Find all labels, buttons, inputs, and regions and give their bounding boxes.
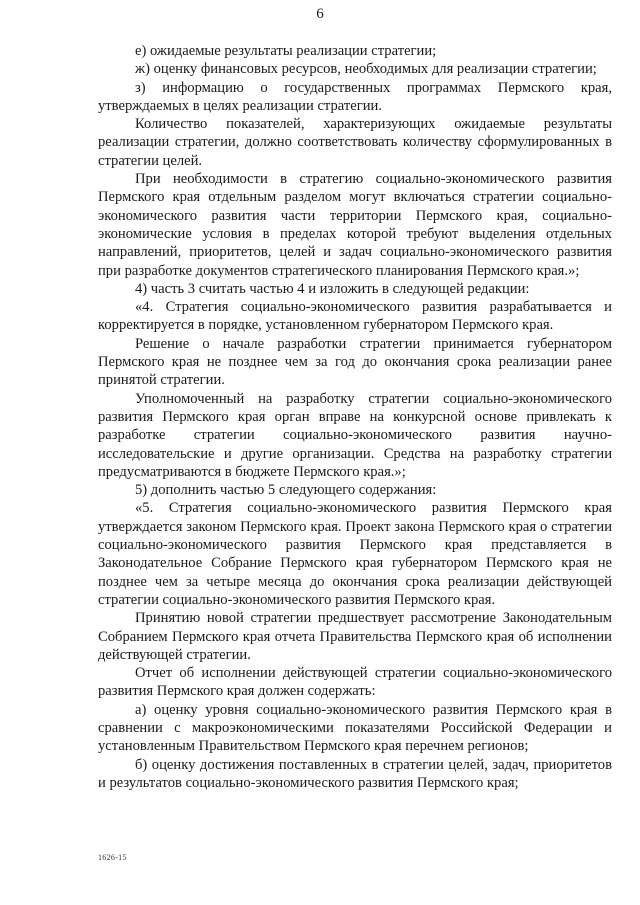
document-code: 1626-15 [98,853,127,862]
paragraph: 4) часть 3 считать частью 4 и изложить в следующей редакции: [135,280,530,297]
paragraph: 5) дополнить частью 5 следующего содержания: [135,482,437,499]
paragraph: з) информацию о государственных программах Пермского края, утверждаемых в целях реализации стратегии. [98,79,612,114]
paragraph: б) оценку достижения поставленных в стратегии целей, задач, приоритетов и результатов социально-экономического развития Пермского края; [98,756,612,791]
paragraph: а) оценку уровня социально-экономического развития Пермского края в сравнении с макроэкономическими показателями Российской Федерации и установленным Правительством Пермского края перечнем регионов; [98,701,612,755]
paragraph: При необходимости в стратегию социально-экономического развития Пермского края отдельным разделом могут включаться стратегии социально-экономического развития части территории Пермского края, социально-экономические условия в пределах которой требуют выделения отдельных направлений, приоритетов, целей и задач социально-экономического развития при разработке документов стратегического планирования Пермского края.»; [98,171,612,279]
paragraph: Принятию новой стратегии предшествует рассмотрение Законодательным Собранием Пермского края отчета Правительства Пермского края об исполнении действующей стратегии. [98,610,612,663]
document-body [98,42,612,792]
paragraph: «5. Стратегия социально-экономического развития Пермского края утверждается законом Пермского края. Проект закона Пермского края о стратегии социально-экономического развития Пермского края представляется в Законодательное Собрание Пермского края губернатором Пермского края не позднее чем за четыре месяца до окончания срока реализации действующей стратегии социально-экономического развития Пермского края. [98,500,612,608]
paragraph: е) ожидаемые результаты реализации стратегии; [135,43,437,59]
page-number: 6 [316,6,324,22]
paragraph: Решение о начале разработки стратегии принимается губернатором Пермского края не позднее чем за год до окончания срока реализации ранее принятой стратегии. [98,335,612,389]
paragraph: Уполномоченный на разработку стратегии социально-экономического развития Пермского края орган вправе на конкурсной основе привлекать к разработке стратегии социально-экономического развития научно-исследовательские и другие организации. Средства на разработку стратегии предусматриваются в бюджете Пермского края.»; [98,390,612,480]
paragraph: ж) оценку финансовых ресурсов, необходимых для реализации стратегии; [135,61,597,78]
paragraph: «4. Стратегия социально-экономического развития разрабатывается и корректируется в порядке, установленном губернатором Пермского края. [98,299,612,334]
paragraph: Количество показателей, характеризующих ожидаемые результаты реализации стратегии, должно соответствовать количеству сформулированных в стратегии целей. [98,116,612,169]
paragraph: Отчет об исполнении действующей стратегии социально-экономического развития Пермского края должен содержать: [98,665,612,700]
